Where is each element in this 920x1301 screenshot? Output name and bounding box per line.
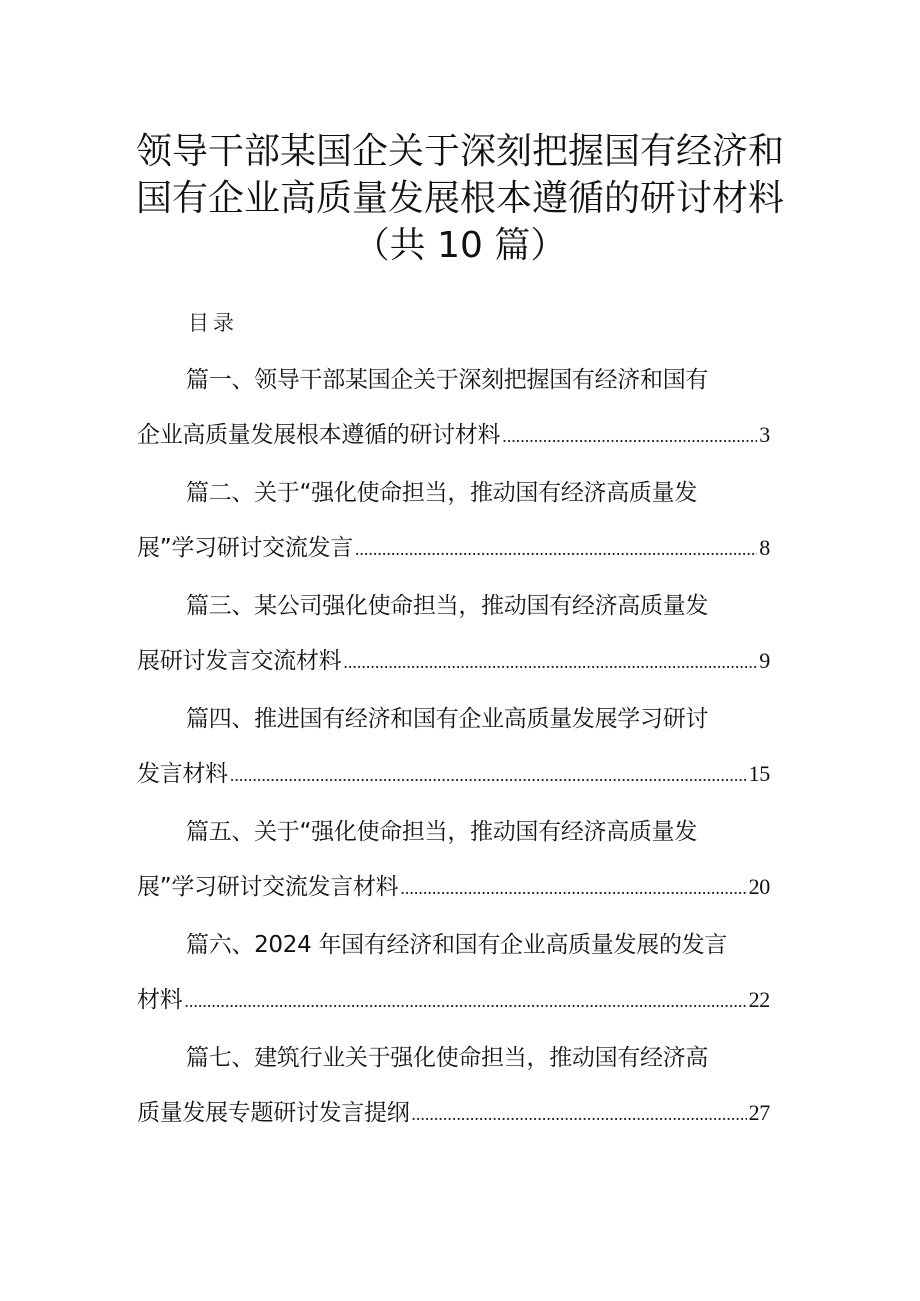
toc-entry-1-text: 企业高质量发展根本遵循的研讨材料 [137, 422, 501, 448]
toc-entry-3-text: 展研讨发言交流材料 [137, 648, 342, 674]
toc-entry-6-continuation[interactable] [137, 984, 770, 1017]
toc-entry-5-title[interactable]: 篇五、关于“强化使命担当，推动国有经济高质量发 [186, 819, 698, 845]
toc-entry-6-page: 22 [748, 987, 770, 1012]
toc-entry-1-title[interactable]: 篇一、领导干部某国企关于深刻把握国有经济和国有 [186, 367, 709, 393]
toc-entry-6-title[interactable]: 篇六、2024 年国有经济和国有企业高质量发展的发言 [186, 932, 728, 958]
toc-heading: 目录 [188, 311, 238, 335]
toc-entry-6-text: 材料 [137, 987, 183, 1013]
document-title [0, 128, 920, 269]
toc-entry-2-title[interactable]: 篇二、关于“强化使命担当，推动国有经济高质量发 [186, 480, 698, 506]
toc-entry-5-text: 展”学习研讨交流发言材料 [137, 874, 399, 900]
toc-entry-4-continuation[interactable] [137, 758, 770, 791]
toc-entry-5-continuation[interactable] [137, 871, 770, 904]
toc-entry-3-leader [343, 646, 757, 678]
title-line-3: （共 10 篇） [353, 225, 567, 266]
toc-entry-4-leader [230, 759, 747, 791]
title-line-2: 国有企业高质量发展根本遵循的研讨材料 [135, 178, 784, 219]
toc-entry-2-continuation[interactable] [137, 532, 770, 565]
toc-entry-7-title[interactable]: 篇七、建筑行业关于强化使命担当，推动国有经济高 [186, 1045, 709, 1071]
toc-entry-6-leader [184, 985, 746, 1017]
toc-entry-5-page: 20 [748, 874, 770, 899]
toc-entry-7-leader [411, 1098, 746, 1130]
toc-entry-2-leader [355, 533, 757, 565]
toc-entry-1-leader [502, 420, 757, 452]
toc-entry-3-continuation[interactable] [137, 645, 770, 678]
toc-entry-1-continuation[interactable] [137, 419, 770, 452]
toc-entry-4-text: 发言材料 [137, 761, 228, 787]
toc-entry-7-text: 质量发展专题研讨发言提纲 [137, 1100, 410, 1126]
toc-entry-2-text: 展”学习研讨交流发言 [137, 535, 353, 561]
toc-entry-7-continuation[interactable] [137, 1097, 770, 1130]
toc-entry-4-page: 15 [748, 761, 770, 786]
title-line-1: 领导干部某国企关于深刻把握国有经济和 [135, 131, 784, 172]
toc-entry-3-title[interactable]: 篇三、某公司强化使命担当，推动国有经济高质量发 [186, 593, 709, 619]
toc-entry-2-page: 8 [759, 535, 770, 560]
toc-entry-7-page: 27 [748, 1100, 770, 1125]
toc-entry-1-page: 3 [759, 422, 770, 447]
toc-entry-3-page: 9 [759, 648, 770, 673]
toc-entry-5-leader [400, 872, 746, 904]
toc-entry-4-title[interactable]: 篇四、推进国有经济和国有企业高质量发展学习研讨 [186, 706, 709, 732]
